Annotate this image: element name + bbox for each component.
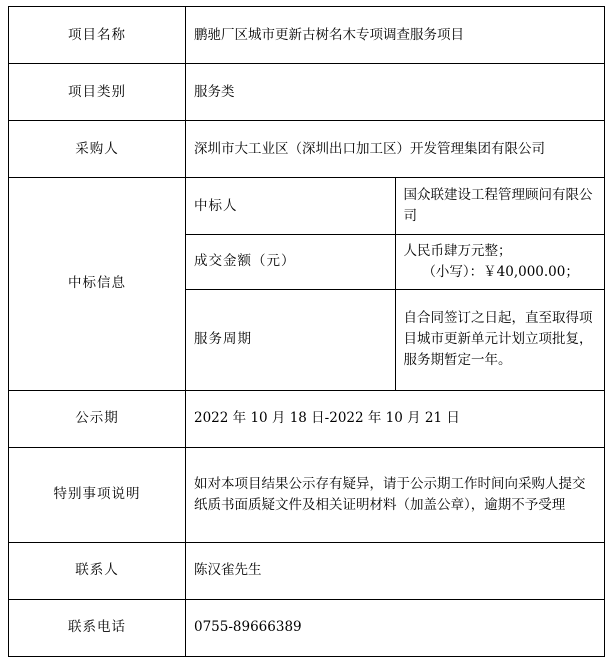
- table-row: [9, 542, 605, 599]
- row-label-project-name: 项目名称: [9, 7, 186, 64]
- sub-value-amount: [395, 235, 605, 290]
- row-label-purchaser: 采购人: [9, 121, 186, 178]
- table-row: [9, 64, 605, 121]
- row-value-contact-phone: 0755-89666389: [186, 599, 605, 656]
- table-row: [9, 390, 605, 447]
- row-label-contact-phone: 联系电话: [9, 599, 186, 656]
- row-value-project-category: 服务类: [186, 64, 605, 121]
- row-label-contact-person: 联系人: [9, 542, 186, 599]
- row-label-publicity-period: 公示期: [9, 390, 186, 447]
- sub-value-winner: 国众联建设工程管理顾问有限公司: [395, 178, 605, 235]
- row-value-contact-person: 陈汉雀先生: [186, 542, 605, 599]
- sub-label-service-period: 服务周期: [186, 289, 396, 390]
- row-label-special-notes: 特别事项说明: [9, 447, 186, 542]
- table-row: [9, 178, 605, 235]
- row-label-project-category: 项目类别: [9, 64, 186, 121]
- table-row: [9, 447, 605, 542]
- row-value-project-name: 鹏驰厂区城市更新古树名木专项调查服务项目: [186, 7, 605, 64]
- table-row: [9, 121, 605, 178]
- table-row: [9, 599, 605, 656]
- row-value-purchaser: 深圳市大工业区（深圳出口加工区）开发管理集团有限公司: [186, 121, 605, 178]
- bid-announcement-table: [8, 6, 605, 657]
- amount-line-lowercase: （小写）：￥40,000.00；: [422, 263, 579, 280]
- sub-label-amount: 成交金额（元）: [186, 235, 396, 290]
- row-label-bid-info: 中标信息: [9, 178, 186, 391]
- sub-label-winner: 中标人: [186, 178, 396, 235]
- sub-value-service-period: 自合同签订之日起，直至取得项目城市更新单元计划立项批复，服务期暂定一年。: [395, 289, 605, 390]
- amount-line-uppercase: 人民币肆万元整；: [403, 243, 512, 259]
- row-value-publicity-period: 2022 年 10 月 18 日-2022 年 10 月 21 日: [186, 390, 605, 447]
- row-value-special-notes: 如对本项目结果公示存有疑异，请于公示期工作时间向采购人提交纸质书面质疑文件及相关证明材料（加盖公章），逾期不予受理: [186, 447, 605, 542]
- table-row: [9, 7, 605, 64]
